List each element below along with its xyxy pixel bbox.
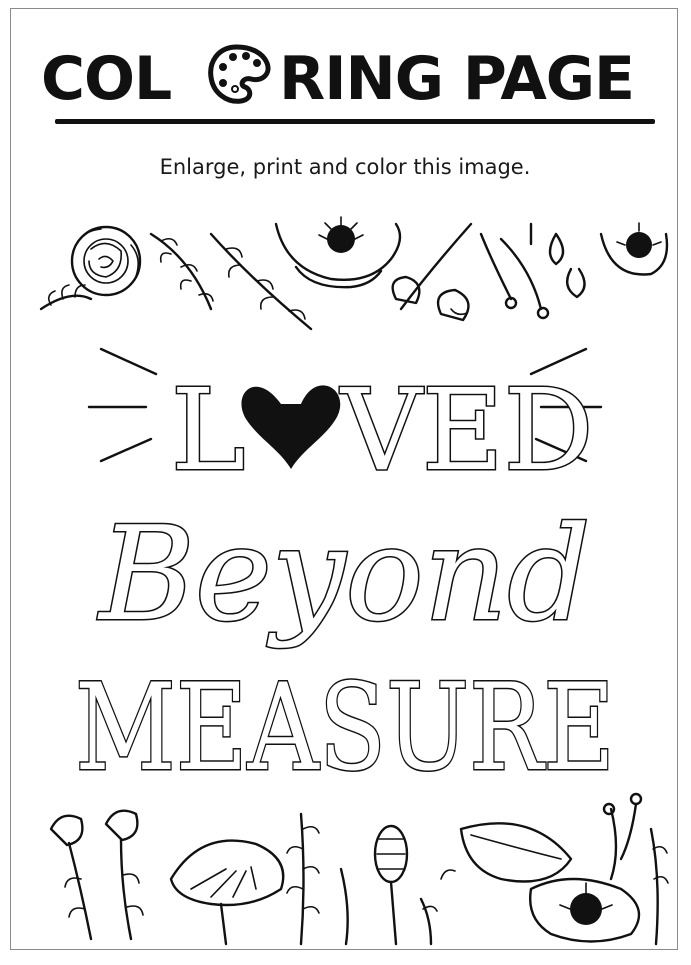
coloring-sheet bbox=[10, 8, 678, 950]
headline-letter-l: L bbox=[171, 366, 246, 496]
large-leaf-flower-bottom-right bbox=[461, 794, 641, 942]
floral-border-top bbox=[41, 217, 667, 329]
lavender-bud-bottom bbox=[375, 826, 407, 944]
floral-border-bottom bbox=[51, 794, 668, 944]
headline-letters-ved: VED bbox=[341, 366, 594, 496]
headline-measure: MEASURE bbox=[75, 659, 615, 798]
headline-loved bbox=[171, 366, 593, 496]
poppy-flower-bottom bbox=[171, 841, 283, 944]
coloring-artwork bbox=[11, 9, 679, 951]
headline-beyond: Beyond bbox=[99, 498, 591, 650]
sunburst-left bbox=[89, 349, 156, 461]
heart-icon bbox=[241, 385, 340, 469]
flower-dark-center-top bbox=[276, 217, 400, 287]
instructions-text: Enlarge, print and color this image. bbox=[159, 155, 531, 179]
logo-text-part2: RING PAGE bbox=[279, 44, 635, 114]
flower-dark-center-top-right bbox=[601, 223, 667, 275]
logo-text-part1: COL bbox=[41, 44, 172, 114]
